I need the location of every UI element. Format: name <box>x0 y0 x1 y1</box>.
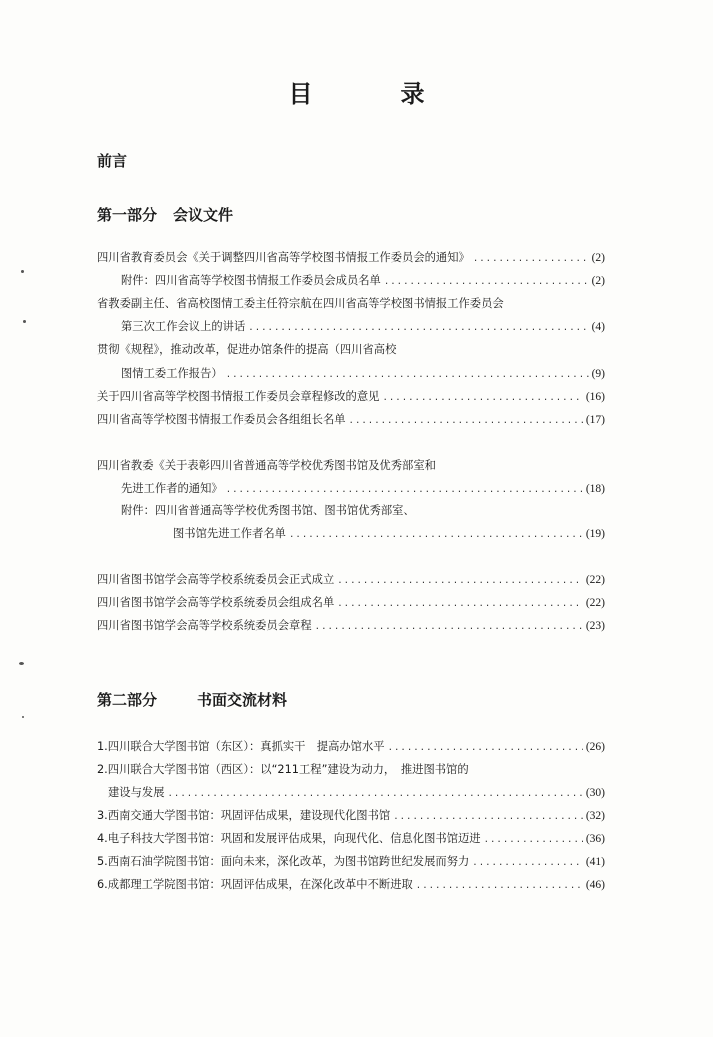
toc-entry: 先进工作者的通知》 ..... (18) <box>121 481 605 497</box>
toc-entry: 四川省教育委员会《关于调整四川省高等学校图书情报工作委员会的通知》 ..... (2) <box>97 250 605 266</box>
toc-entry: 附件：四川省普通高等学校优秀图书馆、图书馆优秀部室、 <box>121 504 415 517</box>
part1-name: 会议文件 <box>173 206 234 224</box>
toc-entry: 四川省图书馆学会高等学校系统委员会章程 ..... (23) <box>97 618 605 634</box>
part2-name: 书面交流材料 <box>197 691 288 709</box>
toc-entry: 建设与发展 ..... (30) <box>108 785 605 801</box>
toc-entry: 图情工委工作报告） ..... (9) <box>121 366 605 382</box>
toc-entry: 图书馆先进工作者名单 ..... (19) <box>173 526 605 542</box>
scan-speck <box>22 716 24 718</box>
toc-entry: 3.西南交通大学图书馆：巩固评估成果，建设现代化图书馆 ..... (32) <box>97 808 605 824</box>
part2-heading <box>97 689 287 710</box>
page-title: 目 录 <box>288 80 457 108</box>
toc-entry: 附件：四川省高等学校图书情报工作委员会成员名单 ..... (2) <box>121 273 605 289</box>
toc-entry: 5.西南石油学院图书馆：面向未来，深化改革，为图书馆跨世纪发展而努力 ..... (41) <box>97 854 605 870</box>
toc-entry: 省教委副主任、省高校图情工委主任符宗航在四川省高等学校图书情报工作委员会 <box>97 297 504 310</box>
toc-entry: 贯彻《规程》，推动改革，促进办馆条件的提高（四川省高校 <box>97 343 397 356</box>
scan-speck <box>19 662 24 665</box>
preface-heading: 前言 <box>97 152 128 170</box>
toc-entry: 四川省教委《关于表彰四川省普通高等学校优秀图书馆及优秀部室和 <box>97 459 436 472</box>
toc-entry: 四川省图书馆学会高等学校系统委员会组成名单 ..... (22) <box>97 595 605 611</box>
scan-speck <box>21 270 24 273</box>
toc-entry: 关于四川省高等学校图书情报工作委员会章程修改的意见 ..... (16) <box>97 389 605 405</box>
part2-label: 第二部分 <box>97 691 158 709</box>
part1-label: 第一部分 <box>97 206 158 224</box>
toc-entry: 四川省高等学校图书情报工作委员会各组组长名单 ..... (17) <box>97 412 605 428</box>
toc-entry: 1.四川联合大学图书馆（东区）：真抓实干 提高办馆水平 ..... (26) <box>97 739 605 755</box>
toc-entry: 6.成都理工学院图书馆：巩固评估成果，在深化改革中不断进取 ..... (46) <box>97 877 605 893</box>
toc-entry: 4.电子科技大学图书馆：巩固和发展评估成果，向现代化、信息化图书馆迈进 ..... (36) <box>97 831 605 847</box>
toc-entry: 四川省图书馆学会高等学校系统委员会正式成立 ..... (22) <box>97 572 605 588</box>
toc-entry: 2.四川联合大学图书馆（西区）：以“211工程”建设为动力， 推进图书馆的 <box>97 763 469 776</box>
toc-entry: 第三次工作会议上的讲话 ..... (4) <box>121 319 605 335</box>
part1-heading <box>97 204 233 225</box>
scan-speck <box>23 320 26 323</box>
